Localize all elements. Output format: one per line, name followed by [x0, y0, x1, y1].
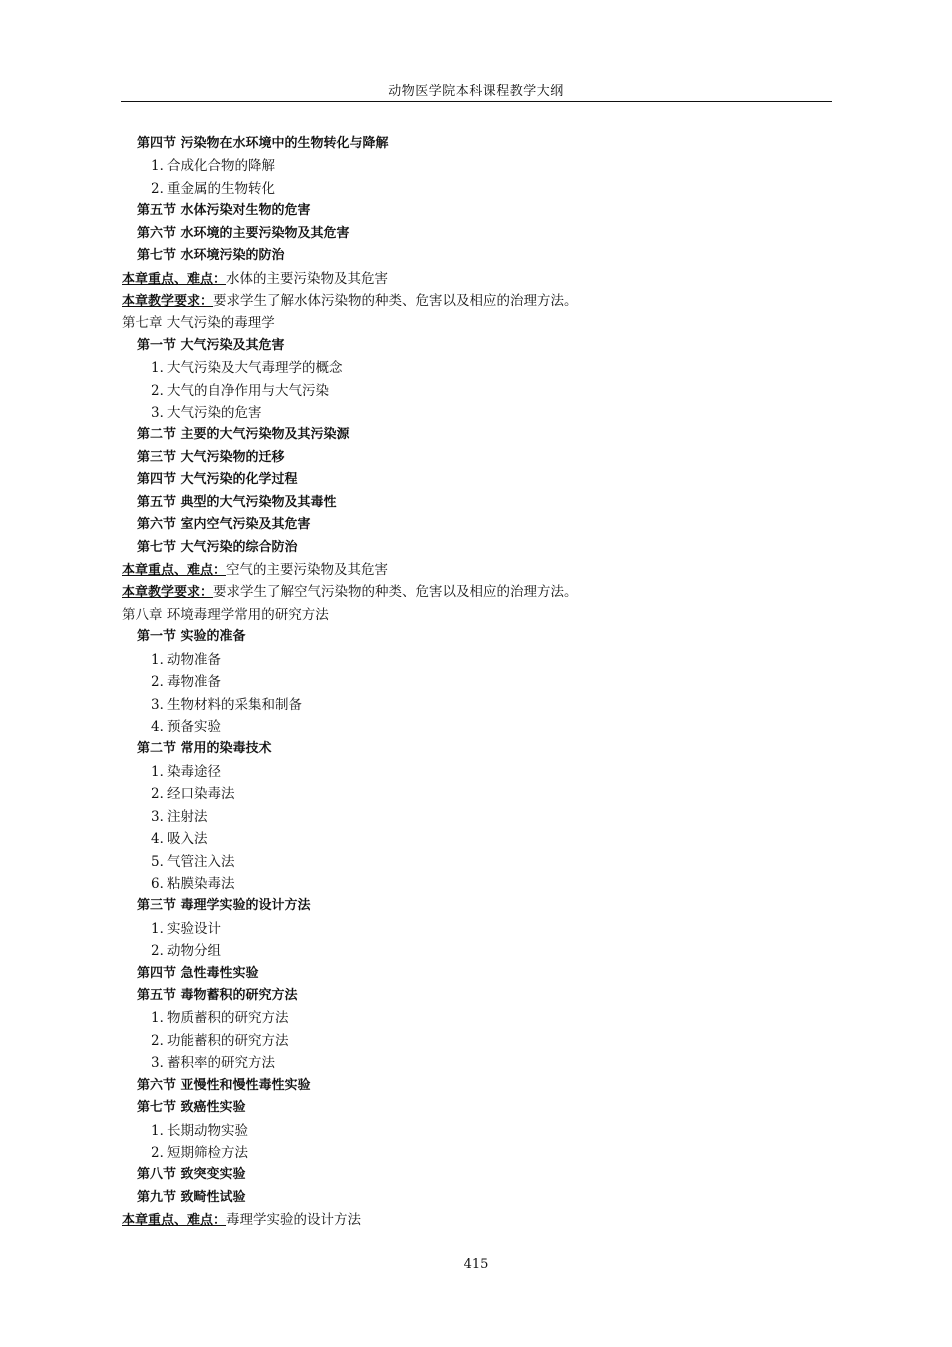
section-heading: 第二节 主要的大气污染物及其污染源 — [137, 427, 350, 443]
list-item-number: 1． — [151, 360, 174, 377]
section-heading: 第二节 常用的染毒技术 — [137, 741, 272, 757]
list-item — [122, 1142, 832, 1164]
list-item — [122, 806, 832, 828]
list-item — [122, 380, 832, 402]
list-item — [122, 783, 832, 805]
list-item — [122, 1052, 832, 1074]
list-item-number: 2． — [151, 180, 174, 197]
page-number: 415 — [463, 1257, 489, 1272]
list-item-text: 经口染毒法 — [167, 786, 235, 803]
section-heading: 第一节 实验的准备 — [137, 629, 246, 645]
section-heading: 第七节 大气污染的综合防治 — [137, 539, 298, 555]
list-item-number: 1． — [151, 763, 174, 780]
list-item-number: 1． — [151, 1010, 174, 1027]
list-item — [122, 851, 832, 873]
list-item — [122, 873, 832, 895]
list-item-text: 注射法 — [167, 808, 208, 825]
list-item — [122, 716, 832, 738]
list-item-number: 3． — [151, 1055, 174, 1072]
list-item-text: 大气污染的危害 — [167, 405, 262, 422]
list-item-text: 实验设计 — [167, 920, 221, 937]
list-item — [122, 155, 832, 177]
list-item-number: 2． — [151, 382, 174, 399]
list-item-text: 长期动物实验 — [167, 1122, 248, 1139]
list-item-number: 6． — [151, 875, 174, 892]
list-item-text: 蓄积率的研究方法 — [167, 1055, 275, 1072]
note-text: 要求学生了解空气污染物的种类、危害以及相应的治理方法。 — [213, 584, 578, 601]
section-heading: 第四节 大气污染的化学过程 — [137, 472, 298, 488]
list-item — [122, 649, 832, 671]
list-item-text: 动物分组 — [167, 943, 221, 960]
list-item-number: 1． — [151, 920, 174, 937]
section-heading: 第五节 水体污染对生物的危害 — [137, 203, 311, 219]
list-item-text: 功能蓄积的研究方法 — [167, 1032, 289, 1049]
list-item — [122, 694, 832, 716]
note-label: 本章重点、难点： — [122, 1213, 227, 1229]
section-heading: 第六节 水环境的主要污染物及其危害 — [137, 225, 350, 241]
list-item-number: 4． — [151, 718, 174, 735]
list-item-text: 毒物准备 — [167, 674, 221, 691]
list-item-number: 2． — [151, 674, 174, 691]
list-item — [122, 1030, 832, 1052]
note-label: 本章教学要求： — [122, 585, 214, 601]
section-heading: 第一节 大气污染及其危害 — [137, 337, 285, 353]
chapter-heading: 第七章 大气污染的毒理学 — [122, 315, 275, 332]
list-item-number: 2． — [151, 786, 174, 803]
list-item-number: 1． — [151, 1122, 174, 1139]
section-heading: 第五节 典型的大气污染物及其毒性 — [137, 494, 337, 510]
section-heading: 第七节 水环境污染的防治 — [137, 248, 285, 264]
header-divider — [121, 101, 832, 102]
section-heading: 第三节 毒理学实验的设计方法 — [137, 898, 311, 914]
section-heading: 第七节 致癌性实验 — [137, 1100, 246, 1116]
list-item-text: 大气的自净作用与大气污染 — [167, 382, 329, 399]
section-heading: 第八节 致突变实验 — [137, 1167, 246, 1183]
list-item-number: 4． — [151, 831, 174, 848]
list-item-number: 2． — [151, 1144, 174, 1161]
syllabus-body — [122, 133, 832, 1232]
page-header-title: 动物医学院本科课程教学大纲 — [388, 84, 564, 99]
list-item-text: 染毒途径 — [167, 763, 221, 780]
section-heading: 第三节 大气污染物的迁移 — [137, 449, 285, 465]
list-item-number: 1． — [151, 651, 174, 668]
section-heading: 第九节 致畸性试验 — [137, 1189, 246, 1205]
note-label: 本章重点、难点： — [122, 271, 227, 287]
list-item-number: 3． — [151, 405, 174, 422]
section-heading: 第四节 污染物在水环境中的生物转化与降解 — [137, 136, 389, 151]
list-item — [122, 918, 832, 940]
note-text: 水体的主要污染物及其危害 — [226, 270, 389, 287]
note-label: 本章重点、难点： — [122, 563, 227, 579]
list-item — [122, 402, 832, 424]
list-item-text: 气管注入法 — [167, 853, 235, 870]
list-item — [122, 357, 832, 379]
list-item-text: 合成化合物的降解 — [167, 158, 275, 175]
chapter-note — [122, 559, 832, 581]
note-text: 空气的主要污染物及其危害 — [226, 562, 389, 579]
list-item-number: 5． — [151, 853, 174, 870]
list-item — [122, 671, 832, 693]
list-item-number: 1． — [151, 158, 174, 175]
list-item — [122, 178, 832, 200]
list-item-text: 动物准备 — [167, 651, 221, 668]
chapter-note — [122, 581, 832, 603]
chapter-note — [122, 290, 832, 312]
list-item — [122, 761, 832, 783]
list-item — [122, 1120, 832, 1142]
list-item-text: 吸入法 — [167, 831, 208, 848]
list-item-text: 粘膜染毒法 — [167, 875, 235, 892]
chapter-heading: 第八章 环境毒理学常用的研究方法 — [122, 606, 329, 623]
list-item-text: 大气污染及大气毒理学的概念 — [167, 360, 343, 377]
note-text: 要求学生了解水体污染物的种类、危害以及相应的治理方法。 — [213, 292, 578, 309]
section-heading: 第六节 亚慢性和慢性毒性实验 — [137, 1077, 311, 1093]
list-item-number: 3． — [151, 808, 174, 825]
list-item-number: 2． — [151, 943, 174, 960]
list-item — [122, 1007, 832, 1029]
list-item-text: 重金属的生物转化 — [167, 180, 275, 197]
list-item-number: 2． — [151, 1032, 174, 1049]
list-item-number: 3． — [151, 696, 174, 713]
list-item-text: 短期筛检方法 — [167, 1144, 248, 1161]
section-heading: 第四节 急性毒性实验 — [137, 965, 259, 981]
list-item-text: 物质蓄积的研究方法 — [167, 1010, 289, 1027]
list-item — [122, 940, 832, 962]
list-item-text: 预备实验 — [167, 718, 221, 735]
section-heading: 第六节 室内空气污染及其危害 — [137, 517, 311, 533]
list-item-text: 生物材料的采集和制备 — [167, 696, 302, 713]
section-heading: 第五节 毒物蓄积的研究方法 — [137, 988, 298, 1004]
note-text: 毒理学实验的设计方法 — [226, 1212, 362, 1229]
chapter-note — [122, 268, 832, 290]
list-item — [122, 828, 832, 850]
chapter-note — [122, 1209, 832, 1231]
note-label: 本章教学要求： — [122, 293, 214, 309]
